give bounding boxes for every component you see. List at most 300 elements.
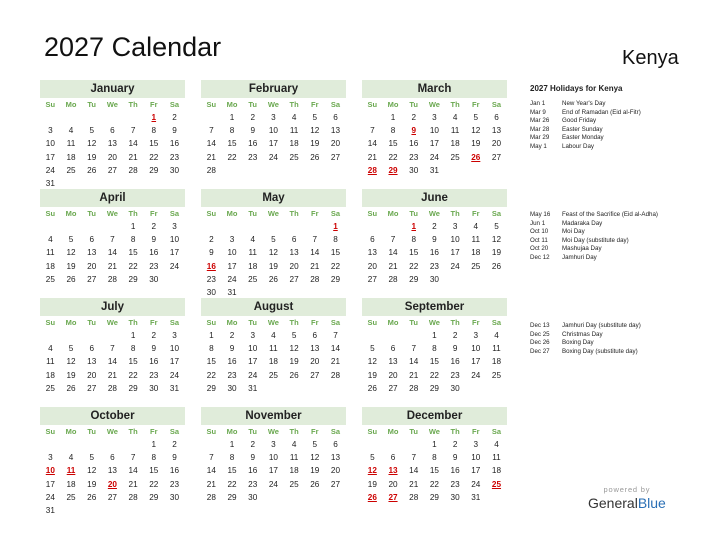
day-cell: 29	[409, 274, 419, 284]
day-cell: 10	[169, 344, 180, 354]
month-0	[40, 80, 185, 190]
day-cell: 8	[130, 235, 136, 245]
day-cell: 16	[169, 139, 180, 149]
weekday-label: Fr	[472, 318, 480, 327]
day-cell: 19	[367, 479, 377, 489]
day-cell: 30	[206, 287, 216, 297]
day-cell: 17	[45, 152, 55, 162]
day-cell: 2	[172, 113, 177, 122]
day-cell: 28	[310, 274, 320, 284]
day-cell: 28	[128, 492, 138, 502]
day-cell: 9	[452, 344, 458, 354]
day-cell: 3	[271, 113, 276, 122]
day-cell: 11	[46, 248, 55, 258]
holiday-name: Boxing Day (substitute day)	[562, 347, 638, 355]
empty-cell	[102, 111, 123, 124]
empty-cell	[102, 438, 123, 451]
weekday-label: Fr	[150, 100, 158, 109]
day-cell: 19	[66, 370, 76, 380]
holiday-day-cell: 26	[367, 492, 377, 502]
day-cell: 26	[491, 261, 502, 271]
day-cell: 31	[227, 287, 237, 297]
day-cell: 25	[66, 492, 76, 502]
holiday-name: Feast of the Sacrifice (Eid al-Adha)	[562, 211, 658, 218]
day-cell: 27	[289, 274, 299, 284]
day-cell: 4	[452, 113, 458, 122]
weekday-label: We	[267, 427, 279, 436]
day-cell: 30	[149, 383, 159, 393]
empty-cell	[40, 111, 61, 124]
day-cell: 7	[411, 344, 416, 354]
holiday-date: Dec 25	[530, 330, 550, 338]
day-cell: 22	[429, 479, 439, 489]
weekday-label: Fr	[150, 318, 158, 327]
day-cell: 3	[271, 440, 276, 449]
weekday-label: Tu	[87, 318, 97, 327]
day-cell: 6	[110, 126, 115, 136]
day-cell: 9	[209, 248, 214, 258]
weekday-label: We	[267, 209, 279, 218]
weekday-label: Fr	[311, 427, 319, 436]
day-cell: 24	[227, 274, 237, 284]
weekday-label: Mo	[387, 100, 399, 109]
day-cell: 21	[206, 479, 216, 489]
holiday-day-cell: 9	[411, 126, 416, 136]
holiday-name: Easter Sunday	[562, 125, 603, 133]
month-days	[362, 426, 507, 504]
weekday-label: Mo	[387, 318, 399, 327]
weekday-label: Tu	[248, 318, 258, 327]
day-cell: 17	[169, 248, 180, 258]
empty-cell	[40, 438, 61, 451]
day-cell: 3	[48, 126, 53, 136]
day-cell: 25	[248, 274, 258, 284]
weekday-label: Sa	[169, 209, 180, 218]
day-cell: 12	[310, 126, 320, 136]
day-cell: 25	[66, 165, 76, 175]
day-cell: 10	[248, 344, 258, 354]
day-cell: 13	[388, 357, 398, 367]
empty-cell	[81, 329, 102, 342]
day-cell: 15	[429, 466, 439, 476]
day-cell: 9	[172, 453, 177, 463]
day-cell: 22	[388, 152, 398, 162]
day-cell: 10	[429, 126, 439, 136]
day-cell: 1	[229, 113, 235, 122]
weekday-label: Tu	[248, 209, 258, 218]
day-cell: 24	[169, 261, 180, 271]
day-cell: 19	[310, 466, 320, 476]
day-cell: 25	[45, 274, 55, 284]
weekday-label: Tu	[87, 209, 97, 218]
day-cell: 23	[409, 152, 419, 162]
day-cell: 11	[248, 248, 257, 258]
day-cell: 10	[450, 235, 460, 245]
weekday-label: Th	[128, 427, 138, 436]
empty-cell	[61, 329, 82, 342]
day-cell: 22	[206, 370, 216, 380]
day-cell: 10	[45, 139, 55, 149]
day-cell: 1	[390, 113, 396, 122]
day-cell: 7	[110, 235, 115, 245]
month-title: August	[201, 298, 346, 316]
brand-logo	[588, 485, 666, 511]
weekday-label: Th	[128, 209, 138, 218]
day-cell: 19	[87, 152, 97, 162]
month-days	[362, 317, 507, 395]
holiday-row	[530, 126, 641, 135]
empty-cell	[102, 220, 123, 233]
day-cell: 8	[390, 126, 396, 136]
day-cell: 8	[209, 344, 214, 354]
day-cell: 24	[45, 492, 55, 502]
day-cell: 13	[330, 453, 341, 463]
day-cell: 14	[409, 466, 419, 476]
day-cell: 2	[151, 331, 157, 340]
weekday-label: Sa	[330, 100, 341, 109]
day-cell: 29	[429, 492, 439, 502]
day-cell: 31	[45, 178, 55, 188]
holiday-day-cell: 12	[367, 466, 377, 476]
day-cell: 26	[87, 492, 97, 502]
day-cell: 28	[128, 165, 138, 175]
month-title: April	[40, 189, 185, 207]
holiday-row	[530, 143, 641, 152]
day-cell: 12	[310, 453, 320, 463]
day-cell: 23	[429, 261, 439, 271]
day-cell: 24	[45, 165, 55, 175]
day-cell: 20	[330, 139, 341, 149]
empty-cell	[403, 438, 424, 451]
holiday-day-cell: 25	[491, 479, 502, 489]
day-cell: 16	[149, 357, 159, 367]
day-cell: 31	[248, 383, 258, 393]
day-cell: 25	[289, 152, 299, 162]
holiday-row	[530, 134, 641, 143]
day-cell: 6	[390, 344, 396, 354]
weekday-label: Tu	[248, 427, 258, 436]
day-cell: 11	[450, 126, 460, 136]
day-cell: 17	[248, 357, 258, 367]
weekday-label: Mo	[226, 209, 238, 218]
day-cell: 23	[450, 479, 460, 489]
holiday-day-cell: 26	[471, 152, 481, 162]
weekday-label: Mo	[65, 318, 77, 327]
day-cell: 15	[128, 248, 138, 258]
day-cell: 6	[110, 453, 115, 463]
holiday-group	[530, 322, 641, 356]
day-cell: 20	[491, 139, 502, 149]
day-cell: 20	[310, 357, 320, 367]
holiday-name: Christmas Day	[562, 330, 603, 338]
holiday-day-cell: 1	[411, 222, 416, 231]
month-title: June	[362, 189, 507, 207]
empty-cell	[383, 329, 404, 342]
day-cell: 11	[471, 235, 481, 245]
day-cell: 18	[491, 466, 502, 476]
day-cell: 27	[107, 492, 117, 502]
day-cell: 30	[248, 492, 258, 502]
day-cell: 21	[206, 152, 216, 162]
day-cell: 19	[268, 261, 278, 271]
day-cell: 28	[107, 274, 117, 284]
day-cell: 2	[452, 331, 458, 340]
day-cell: 22	[128, 261, 138, 271]
holiday-date: Dec 27	[530, 347, 550, 355]
day-cell: 22	[409, 261, 419, 271]
day-cell: 19	[491, 248, 502, 258]
holidays-title: 2027 Holidays for Kenya	[530, 84, 623, 93]
weekday-label: Fr	[472, 209, 480, 218]
holiday-date: May 1	[530, 142, 547, 150]
day-cell: 29	[128, 274, 138, 284]
day-cell: 4	[68, 453, 74, 463]
day-cell: 9	[250, 126, 255, 136]
day-cell: 27	[491, 152, 502, 162]
weekday-label: Tu	[248, 100, 258, 109]
day-cell: 6	[390, 453, 396, 463]
day-cell: 6	[370, 235, 375, 245]
day-cell: 29	[330, 274, 341, 284]
month-days	[40, 317, 185, 395]
holiday-row	[530, 237, 658, 246]
day-cell: 15	[330, 248, 341, 258]
day-cell: 14	[330, 344, 341, 354]
day-cell: 30	[409, 165, 419, 175]
powered-by-text: powered by	[603, 485, 651, 494]
weekday-label: Sa	[491, 100, 502, 109]
day-cell: 5	[312, 113, 318, 122]
day-cell: 22	[227, 152, 237, 162]
day-cell: 5	[89, 453, 94, 463]
day-cell: 3	[172, 331, 177, 340]
day-cell: 26	[310, 479, 320, 489]
weekday-label: Sa	[491, 427, 502, 436]
day-cell: 5	[68, 344, 74, 354]
day-cell: 17	[45, 479, 55, 489]
day-cell: 28	[206, 165, 216, 175]
day-cell: 4	[48, 344, 53, 354]
day-cell: 15	[227, 466, 237, 476]
weekday-label: Su	[45, 318, 56, 327]
holiday-date: Mar 29	[530, 134, 550, 142]
day-cell: 18	[289, 466, 299, 476]
month-title: January	[40, 80, 185, 98]
month-9	[40, 407, 185, 517]
day-cell: 29	[128, 383, 138, 393]
day-cell: 13	[87, 357, 97, 367]
day-cell: 23	[206, 274, 216, 284]
day-cell: 21	[310, 261, 320, 271]
day-cell: 27	[330, 479, 341, 489]
day-cell: 4	[473, 222, 479, 231]
weekday-label: Th	[128, 100, 138, 109]
day-cell: 23	[169, 479, 180, 489]
day-cell: 21	[409, 370, 419, 380]
day-cell: 3	[432, 113, 437, 122]
day-cell: 27	[87, 383, 97, 393]
brand-blue: Blue	[637, 495, 666, 511]
day-cell: 2	[432, 222, 437, 231]
weekday-label: Su	[367, 318, 378, 327]
holiday-day-cell: 13	[388, 466, 398, 476]
holiday-name: Jamhuri Day	[562, 253, 597, 261]
weekday-label: Th	[128, 318, 138, 327]
weekday-label: Su	[45, 209, 56, 218]
day-cell: 19	[87, 479, 97, 489]
empty-cell	[362, 438, 383, 451]
empty-cell	[102, 329, 123, 342]
day-cell: 21	[107, 261, 117, 271]
day-cell: 23	[248, 152, 258, 162]
day-cell: 9	[229, 344, 235, 354]
holiday-date: Mar 9	[530, 108, 546, 116]
day-cell: 14	[367, 139, 377, 149]
day-cell: 30	[429, 274, 439, 284]
holiday-day-cell: 10	[45, 466, 55, 476]
holiday-date: Dec 26	[530, 339, 550, 347]
day-cell: 3	[452, 222, 458, 231]
day-cell: 19	[289, 357, 299, 367]
holiday-row	[530, 109, 641, 118]
weekday-label: We	[428, 100, 440, 109]
day-cell: 17	[471, 357, 481, 367]
day-cell: 30	[169, 165, 180, 175]
day-cell: 20	[87, 261, 97, 271]
empty-cell	[242, 220, 263, 233]
holiday-row	[530, 339, 641, 348]
day-cell: 22	[227, 479, 237, 489]
holiday-name: Good Friday	[562, 117, 597, 125]
day-cell: 5	[89, 126, 94, 136]
day-cell: 13	[367, 248, 377, 258]
weekday-label: We	[106, 209, 118, 218]
day-cell: 27	[330, 152, 341, 162]
day-cell: 25	[45, 383, 55, 393]
month-days	[362, 208, 507, 286]
day-cell: 7	[390, 235, 396, 245]
weekday-label: Tu	[409, 318, 419, 327]
holiday-date: Jun 1	[530, 219, 546, 227]
day-cell: 3	[229, 235, 235, 245]
weekday-label: Mo	[387, 427, 399, 436]
day-cell: 1	[432, 331, 437, 340]
day-cell: 27	[388, 383, 398, 393]
day-cell: 16	[169, 466, 180, 476]
day-cell: 4	[291, 113, 297, 122]
day-cell: 2	[411, 113, 416, 122]
day-cell: 18	[289, 139, 299, 149]
weekday-label: Tu	[409, 100, 419, 109]
day-cell: 7	[130, 453, 136, 463]
weekday-label: Sa	[491, 209, 502, 218]
weekday-label: We	[267, 100, 279, 109]
holiday-date: May 16	[530, 211, 551, 218]
day-cell: 16	[248, 466, 258, 476]
day-cell: 8	[130, 344, 136, 354]
day-cell: 18	[45, 370, 55, 380]
day-cell: 13	[310, 344, 320, 354]
day-cell: 27	[310, 370, 320, 380]
day-cell: 21	[367, 152, 377, 162]
day-cell: 1	[130, 331, 136, 340]
weekday-label: Fr	[311, 209, 319, 218]
day-cell: 4	[291, 440, 297, 449]
month-4	[201, 189, 346, 299]
day-cell: 26	[66, 383, 76, 393]
brand-name	[588, 495, 666, 511]
weekday-label: We	[428, 318, 440, 327]
month-1	[201, 80, 346, 177]
holiday-day-cell: 20	[107, 479, 117, 489]
day-cell: 5	[370, 453, 375, 463]
day-cell: 8	[229, 126, 235, 136]
day-cell: 11	[269, 344, 278, 354]
day-cell: 6	[333, 113, 338, 122]
day-cell: 25	[491, 370, 502, 380]
holiday-name: New Year's Day	[562, 100, 606, 107]
day-cell: 2	[250, 113, 255, 122]
day-cell: 1	[229, 440, 235, 449]
day-cell: 8	[432, 453, 437, 463]
day-cell: 10	[227, 248, 237, 258]
day-cell: 12	[491, 235, 502, 245]
day-cell: 14	[128, 466, 138, 476]
day-cell: 12	[66, 357, 76, 367]
day-cell: 1	[432, 440, 437, 449]
day-cell: 26	[87, 165, 97, 175]
weekday-label: Fr	[150, 209, 158, 218]
day-cell: 29	[429, 383, 439, 393]
day-cell: 30	[227, 383, 237, 393]
month-title: November	[201, 407, 346, 425]
weekday-label: We	[428, 427, 440, 436]
empty-cell	[61, 220, 82, 233]
holiday-row	[530, 254, 658, 263]
day-cell: 14	[206, 466, 216, 476]
day-cell: 27	[87, 274, 97, 284]
month-8	[362, 298, 507, 395]
day-cell: 14	[310, 248, 320, 258]
empty-cell	[201, 220, 222, 233]
holiday-date: Mar 26	[530, 117, 550, 125]
day-cell: 23	[450, 370, 460, 380]
day-cell: 5	[494, 222, 499, 231]
month-days	[362, 99, 507, 177]
day-cell: 2	[172, 440, 177, 449]
month-title: October	[40, 407, 185, 425]
month-title: December	[362, 407, 507, 425]
day-cell: 18	[66, 479, 76, 489]
weekday-label: Sa	[169, 318, 180, 327]
day-cell: 16	[450, 357, 460, 367]
month-title: February	[201, 80, 346, 98]
day-cell: 15	[429, 357, 439, 367]
day-cell: 28	[409, 383, 419, 393]
day-cell: 8	[151, 126, 157, 136]
day-cell: 29	[227, 492, 237, 502]
day-cell: 11	[492, 453, 501, 463]
day-cell: 8	[151, 453, 157, 463]
empty-cell	[403, 329, 424, 342]
empty-cell	[81, 438, 102, 451]
empty-cell	[61, 111, 82, 124]
empty-cell	[383, 220, 404, 233]
weekday-label: Su	[367, 427, 378, 436]
weekday-label: Sa	[330, 318, 341, 327]
weekday-label: Su	[45, 427, 56, 436]
weekday-label: Mo	[65, 427, 77, 436]
